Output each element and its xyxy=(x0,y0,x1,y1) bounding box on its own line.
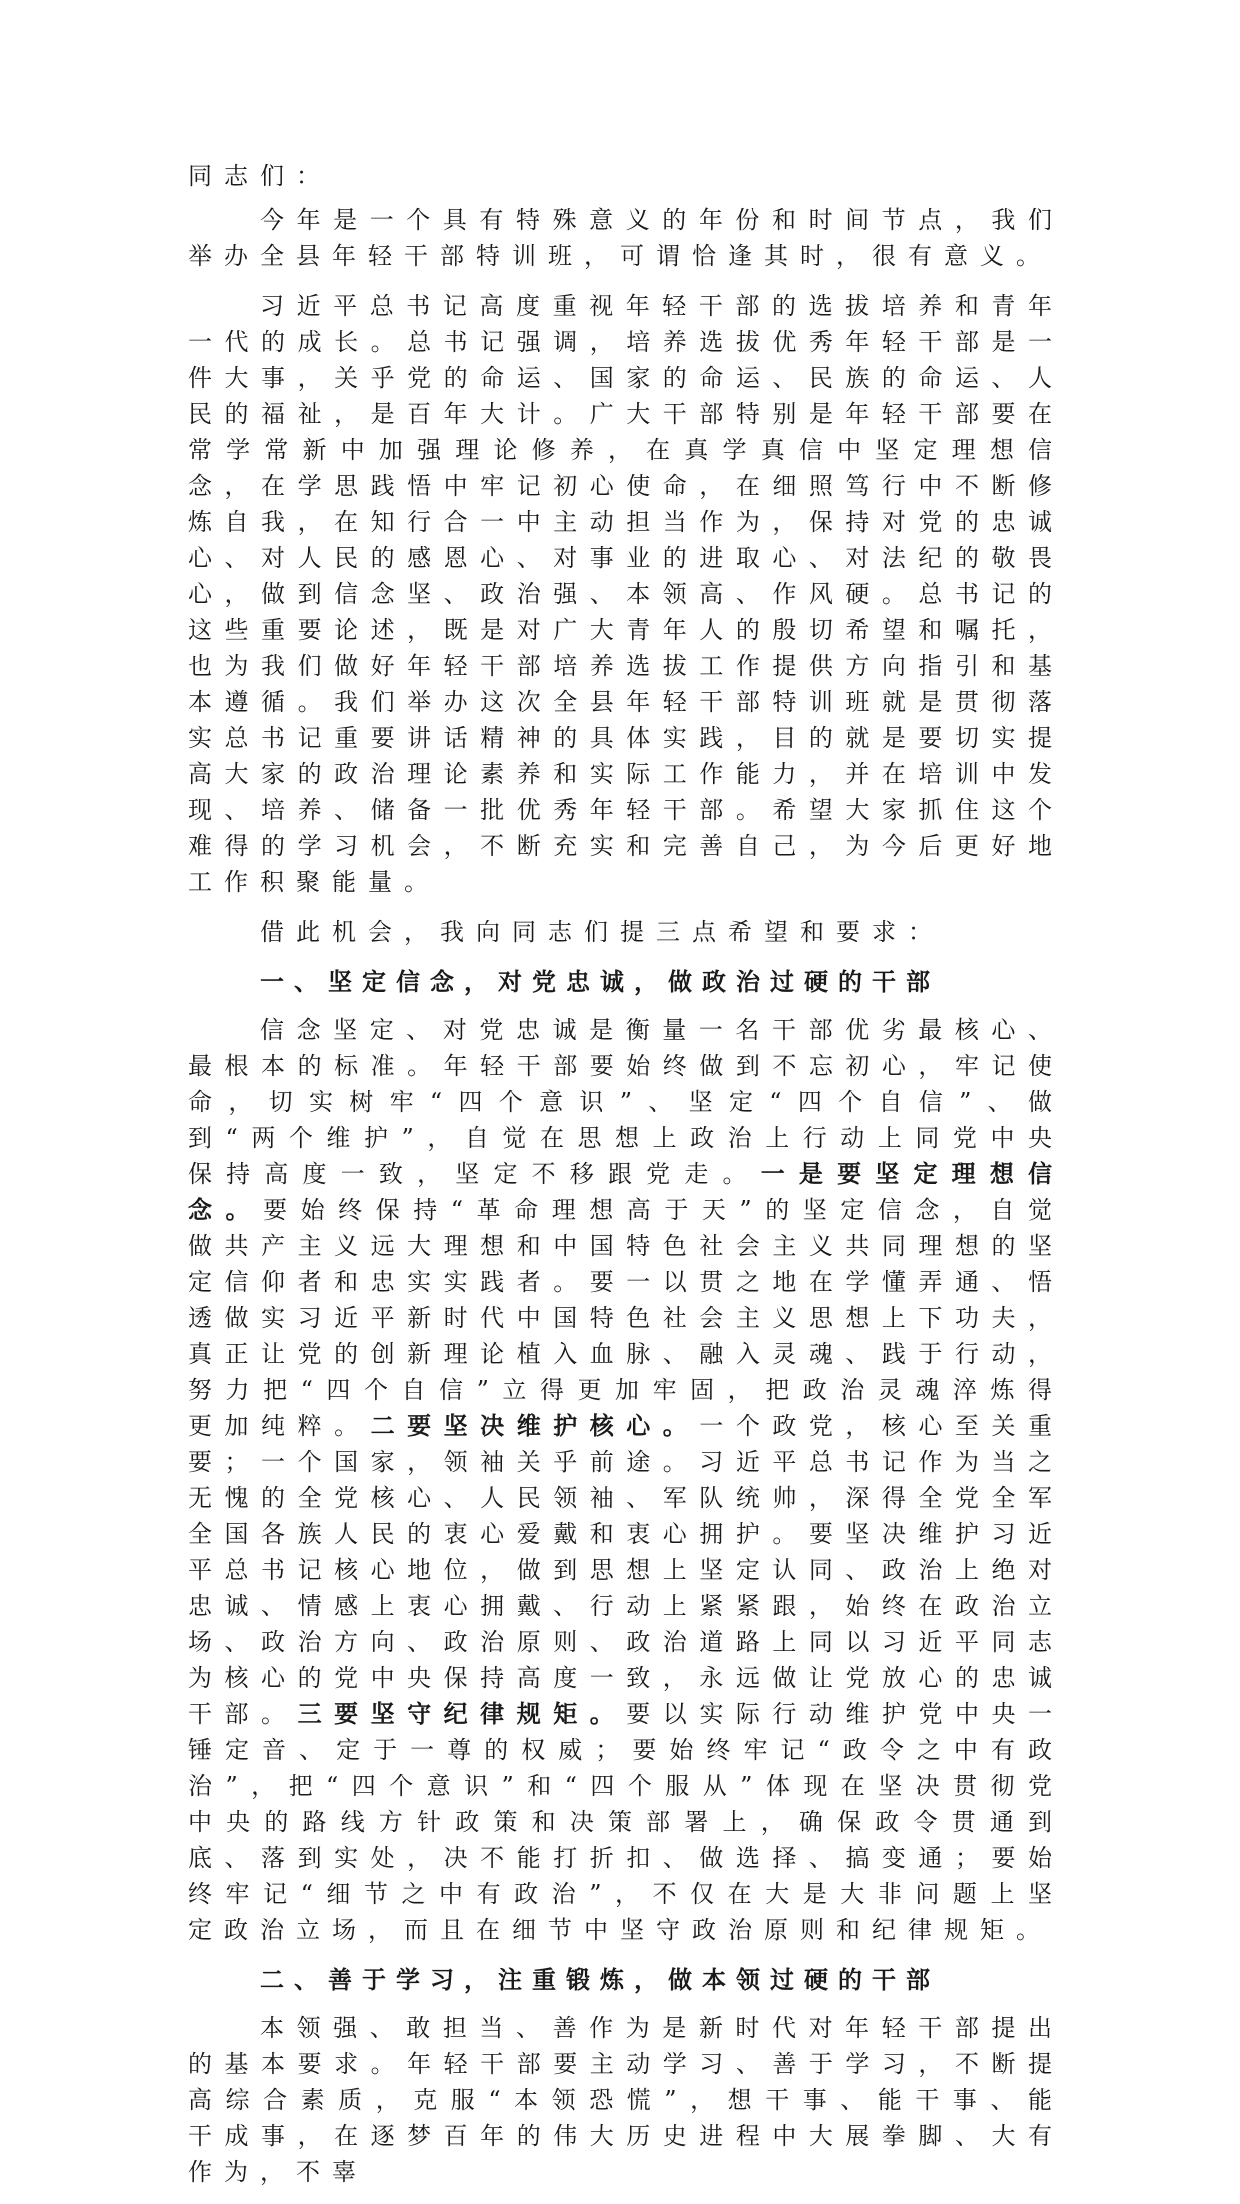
section-1-text: 一个政党，核心至关重要；一个国家，领袖关乎前途。习近平总书记作为当之无愧的全党核心、人民领袖、军队统帅，深得全党全军全国各族人民的衷心爱戴和衷心拥护。要坚决维护习近平总书记核心地位，做到思想上坚定认同、政治上绝对忠诚、情感上衷心拥戴、行动上紧紧跟，始终在政治立场、政治方向、政治原则、政治道路上同以习近平同志为核心的党中央保持高度一致，永远做让党放心的忠诚干部。 xyxy=(188,1412,1065,1728)
section-1-text: 要始终保持“革命理想高于天”的坚定信念，自觉做共产主义远大理想和中国特色社会主义共同理想的坚定信仰者和忠实实践者。要一以贯之地在学懂弄通、悟透做实习近平新时代中国特色社会主义思想上下功夫，真正让党的创新理论植入血脉、融入灵魂、践于行动，努力把“四个自信”立得更加牢固，把政治灵魂淬炼得更加纯粹。 xyxy=(188,1196,1065,1440)
intro-paragraph: 今年是一个具有特殊意义的年份和时间节点，我们举办全县年轻干部特训班，可谓恰逢其时，很有意义。 xyxy=(188,206,1064,270)
section-1-text: 要以实际行动维护党中央一锤定音、定于一尊的权威；要始终牢记“政令之中有政治”，把“四个意识”和“四个服从”体现在坚决贯彻党中央的路线方针政策和决策部署上，确保政令贯通到底、落到实处，决不能打折扣、做选择、搞变通；要始终牢记“细节之中有政治”，不仅在大是大非问题上坚定政治立场，而且在细节中坚守政治原则和纪律规矩。 xyxy=(188,1700,1065,1944)
document-body xyxy=(188,158,1064,2204)
section-2-paragraph xyxy=(188,2010,1064,2190)
requirements-lead-paragraph: 借此机会，我向同志们提三点希望和要求： xyxy=(260,918,944,946)
section-1-bold-lead-3: 三要坚守纪律规矩。 xyxy=(297,1699,627,1728)
section-1-paragraph xyxy=(188,1012,1064,1948)
section-2-heading: 二、善于学习，注重锻炼，做本领过硬的干部 xyxy=(260,1965,940,1994)
section-1-heading: 一、坚定信念，对党忠诚，做政治过硬的干部 xyxy=(260,967,940,996)
salutation: 同志们： xyxy=(188,162,332,190)
section-2-text: 本领强、敢担当、善作为是新时代对年轻干部提出的基本要求。年轻干部要主动学习、善于学习，不断提高综合素质，克服“本领恐慌”，想干事、能干事、能干成事，在逐梦百年的伟大历史进程中大展拳脚、大有作为，不辜 xyxy=(188,2014,1064,2186)
context-paragraph: 习近平总书记高度重视年轻干部的选拔培养和青年一代的成长。总书记强调，培养选拔优秀年轻干部是一件大事，关乎党的命运、国家的命运、民族的命运、人民的福祉，是百年大计。广大干部特别是年轻干部要在常学常新中加强理论修养，在真学真信中坚定理想信念，在学思践悟中牢记初心使命，在细照笃行中不断修炼自我，在知行合一中主动担当作为，保持对党的忠诚心、对人民的感恩心、对事业的进取心、对法纪的敬畏心，做到信念坚、政治强、本领高、作风硬。总书记的这些重要论述，既是对广大青年人的殷切希望和嘱托，也为我们做好年轻干部培养选拔工作提供方向指引和基本遵循。我们举办这次全县年轻干部特训班就是贯彻落实总书记重要讲话精神的具体实践，目的就是要切实提高大家的政治理论素养和实际工作能力，并在培训中发现、培养、储备一批优秀年轻干部。希望大家抓住这个难得的学习机会，不断充实和完善自己，为今后更好地工作积聚能量。 xyxy=(188,292,1064,896)
section-1-bold-lead-2: 二要坚决维护核心。 xyxy=(370,1411,700,1440)
section-1-bold-lead-1: 一是要坚定理想信念。 xyxy=(188,1159,1065,1224)
section-1-text: 信念坚定、对党忠诚是衡量一名干部优劣最核心、最根本的标准。年轻干部要始终做到不忘初心，牢记使命，切实树牢“四个意识”、坚定“四个自信”、做到“两个维护”，自觉在思想上政治上行动上同党中央保持高度一致，坚定不移跟党走。 xyxy=(188,1016,1064,1188)
